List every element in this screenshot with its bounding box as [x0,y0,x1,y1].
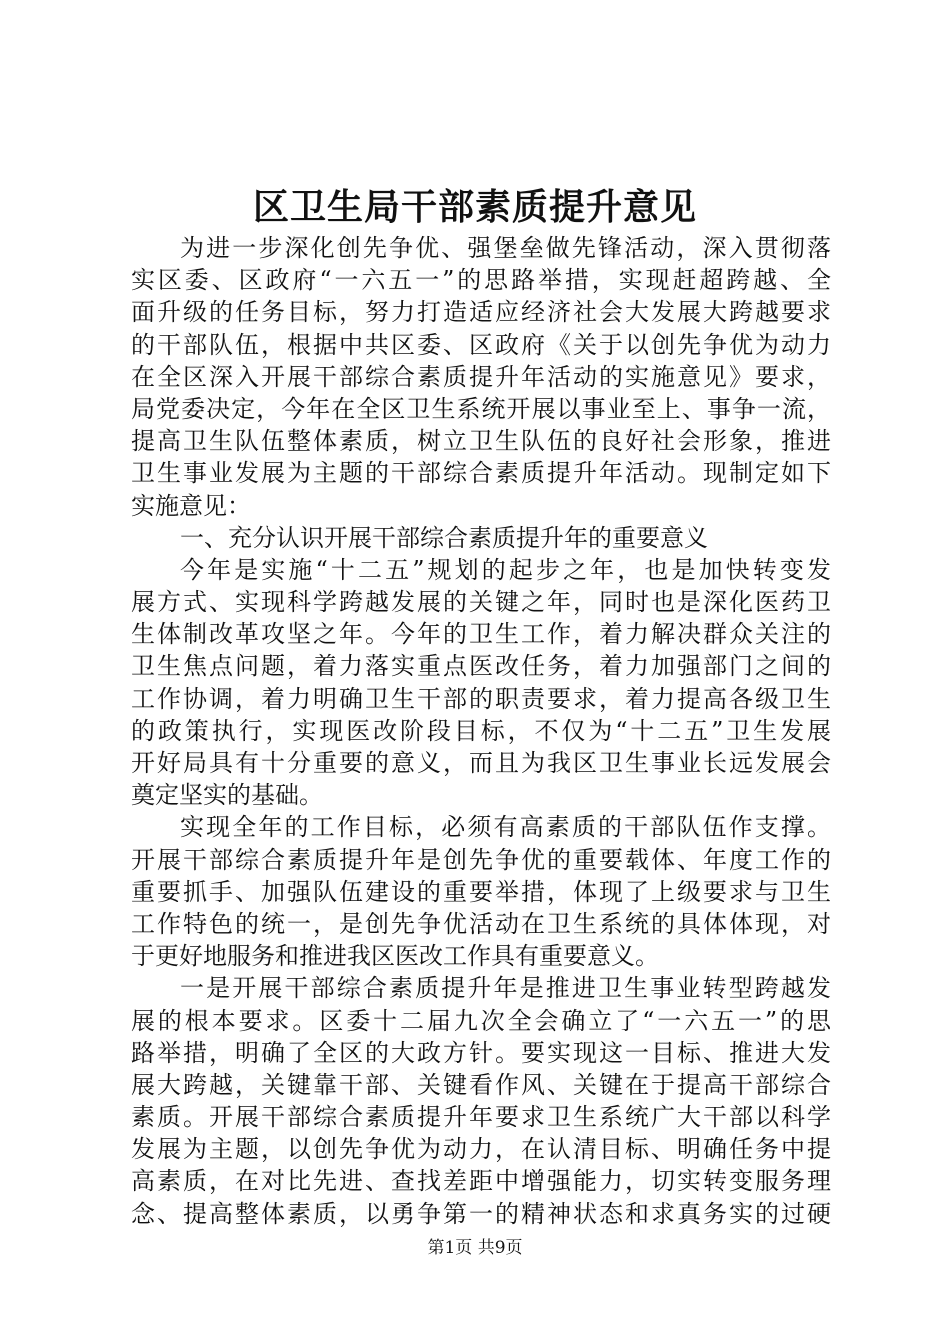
text-line: 实施意见： [131,491,251,520]
text-line: 的干部队伍，根据中共区委、区政府《关于以创先争优为动力 [131,330,831,359]
text-line: 提高卫生队伍整体素质，树立卫生队伍的良好社会形象，推进 [131,427,831,456]
page-footer: 第1页 共9页 [427,1238,523,1258]
text-line: 局党委决定，今年在全区卫生系统开展以事业至上、事争一流， [131,394,831,423]
text-line: 发展为主题，以创先争优为动力，在认清目标、明确任务中提 [131,1135,831,1164]
text-line: 的政策执行，实现医改阶段目标，不仅为“十二五”卫生发展 [131,716,831,745]
text-line: 开展干部综合素质提升年是创先争优的重要载体、年度工作的 [131,845,831,874]
text-line: 实区委、区政府“一六五一”的思路举措，实现赶超跨越、全 [131,266,831,295]
text-line: 高素质，在对比先进、查找差距中增强能力，切实转变服务理 [131,1167,831,1196]
text-line: 展的根本要求。区委十二届九次全会确立了“一六五一”的思 [131,1006,831,1035]
text-line: 在全区深入开展干部综合素质提升年活动的实施意见》要求， [131,362,831,391]
text-line: 开好局具有十分重要的意义，而且为我区卫生事业长远发展会 [131,749,831,777]
text-line: 奠定坚实的基础。 [131,781,323,810]
text-line: 实现全年的工作目标，必须有高素质的干部队伍作支撑。 [180,813,831,842]
text-line: 一是开展干部综合素质提升年是推进卫生事业转型跨越发 [180,974,831,1003]
text-line: 卫生焦点问题，着力落实重点医改任务，着力加强部门之间的 [131,652,831,681]
text-line: 路举措，明确了全区的大政方针。要实现这一目标、推进大发 [131,1038,831,1067]
document-body [131,232,831,1230]
text-line: 工作协调，着力明确卫生干部的职责要求，着力提高各级卫生 [131,684,831,713]
text-line: 展方式、实现科学跨越发展的关键之年，同时也是深化医药卫 [131,588,831,617]
section-heading: 一、充分认识开展干部综合素质提升年的重要意义 [180,523,708,552]
text-line: 卫生事业发展为主题的干部综合素质提升年活动。现制定如下 [131,459,831,488]
text-line: 念、提高整体素质，以勇争第一的精神状态和求真务实的过硬 [131,1199,831,1228]
text-line: 生体制改革攻坚之年。今年的卫生工作，着力解决群众关注的 [131,620,831,649]
document-title: 区卫生局干部素质提升意见 [252,186,697,228]
text-line: 素质。开展干部综合素质提升年要求卫生系统广大干部以科学 [131,1103,831,1132]
text-line: 重要抓手、加强队伍建设的重要举措，体现了上级要求与卫生 [131,877,831,906]
text-line: 工作特色的统一，是创先争优活动在卫生系统的具体体现，对 [131,909,831,938]
text-line: 于更好地服务和推进我区医改工作具有重要意义。 [131,942,659,971]
text-line: 展大跨越，关键靠干部、关键看作风、关键在于提高干部综合 [131,1070,831,1099]
text-line: 面升级的任务目标，努力打造适应经济社会大发展大跨越要求 [131,298,831,327]
text-line: 为进一步深化创先争优、强堡垒做先锋活动，深入贯彻落 [180,234,831,262]
text-line: 今年是实施“十二五”规划的起步之年，也是加快转变发 [180,555,831,584]
